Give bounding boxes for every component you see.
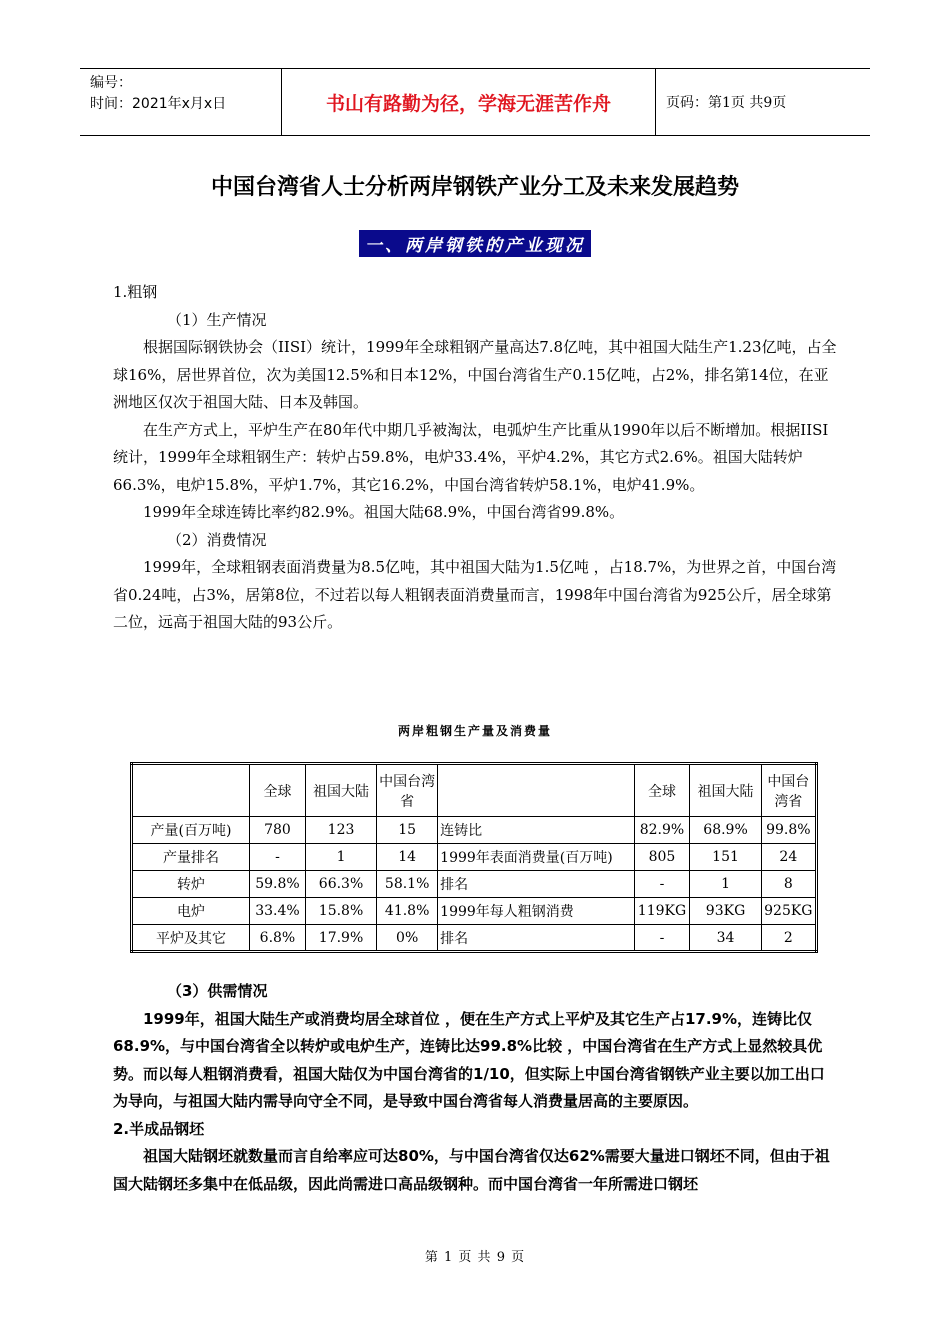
table-cell: - (634, 871, 690, 898)
section-heading-wrap (0, 230, 950, 257)
page-footer: 第 1 页 共 9 页 (424, 1250, 526, 1265)
steel-data-table (130, 762, 818, 953)
header-motto: 书山有路勤为径，学海无涯苦作舟 (282, 69, 656, 135)
table-cell: 82.9% (634, 817, 690, 844)
table-cell: 1999年每人粗钢消费 (438, 898, 634, 925)
header-cell (438, 764, 634, 817)
number-label: 编号： (90, 75, 132, 91)
table-row (132, 871, 817, 898)
table-cell: - (250, 844, 306, 871)
part1-text (113, 279, 838, 637)
table-cell: 15 (377, 817, 438, 844)
sub-heading-supply-demand: （3）供需情况 (167, 982, 268, 1000)
table-cell: 0% (377, 925, 438, 952)
table-cell: 14 (377, 844, 438, 871)
paragraph-2: 在生产方式上，平炉生产在80年代中期几乎被淘汰，电弧炉生产比重从1990年以后不断增加。根据IISI统计，1999年全球粗钢生产：转炉占59.8%，电炉33.4%，平炉4.2%，其它方式2.6%。祖国大陆转炉66.3%，电炉15.8%，平炉1.7%，其它16.2%，中国台湾省转炉58.1%，电炉41.9%。 (113, 420, 829, 494)
table-cell: 780 (250, 817, 306, 844)
table-cell: 平炉及其它 (132, 925, 250, 952)
table-row (132, 817, 817, 844)
table-cell: 805 (634, 844, 690, 871)
table-cell: 17.9% (305, 925, 376, 952)
table-cell: 连铸比 (438, 817, 634, 844)
table-cell: 产量(百万吨) (132, 817, 250, 844)
paragraph-5: 1999年，祖国大陆生产或消费均居全球首位 ，便在生产方式上平炉及其它生产占17.9%，连铸比仅68.9%，与中国台湾省全以转炉或电炉生产，连铸比达99.8%比较 ，中国台湾省在生产方式上显然较具优势。而以每人粗钢消费看，祖国大陆仅为中国台湾省的1/10，但实际上中国台湾省钢铁产业主要以加工出口为导向，与祖国大陆内需导向守全不同，是导致中国台湾省每人消费量居高的主要原因。 (113, 1009, 825, 1110)
paragraph-6: 祖国大陆钢坯就数量而言自给率应可达80%，与中国台湾省仅达62%需要大量进口钢坯不同，但由于祖国大陆钢坯多集中在低品级，因此尚需进口高品级钢种。而中国台湾省一年所需进口钢坯 (113, 1147, 830, 1193)
table-cell: 99.8% (761, 817, 816, 844)
table-cell: 33.4% (250, 898, 306, 925)
table-cell: 41.8% (377, 898, 438, 925)
part1-heading: 1.粗钢 (113, 283, 158, 301)
table-cell: 68.9% (690, 817, 761, 844)
sub-heading-production: （1）生产情况 (167, 310, 267, 329)
table-caption: 两岸粗钢生产量及消费量 (397, 724, 552, 738)
table-row (132, 925, 817, 952)
part2-heading: 2.半成品钢坯 (113, 1119, 205, 1138)
table-cell: 排名 (438, 925, 634, 952)
table-cell: 119KG (634, 898, 690, 925)
table-cell: 59.8% (250, 871, 306, 898)
time-label: 时间：2021年x月x日 (90, 96, 227, 112)
table-cell: 1 (305, 844, 376, 871)
table-cell: 925KG (761, 898, 816, 925)
header-meta (80, 69, 282, 135)
table-cell: 58.1% (377, 871, 438, 898)
table-cell: 电炉 (132, 898, 250, 925)
table-cell: 1999年表面消费量(百万吨) (438, 844, 634, 871)
table-cell: 产量排名 (132, 844, 250, 871)
table-cell: 6.8% (250, 925, 306, 952)
header-cell: 中国台湾省 (377, 764, 438, 817)
table-cell: 151 (690, 844, 761, 871)
table-cell: 34 (690, 925, 761, 952)
table-header-row (132, 764, 817, 817)
document-title: 中国台湾省人士分析两岸钢铁产业分工及未来发展趋势 (210, 175, 739, 200)
paragraph-4: 1999年，全球粗钢表面消费量为8.5亿吨，其中祖国大陆为1.5亿吨 ，占18.7%，为世界之首，中国台湾省0.24吨，占3%，居第8位，不过若以每人粗钢表面消费量而言，1998年中国台湾省为925公斤，居全球第二位，远高于祖国大陆的93公斤。 (113, 558, 837, 631)
sub-heading-consumption: （2）消费情况 (167, 530, 267, 549)
header-cell: 全球 (634, 764, 690, 817)
header-cell: 祖国大陆 (305, 764, 376, 817)
page-header (80, 68, 870, 136)
table-cell: - (634, 925, 690, 952)
table-cell: 123 (305, 817, 376, 844)
table-cell: 66.3% (305, 871, 376, 898)
table-cell: 转炉 (132, 871, 250, 898)
header-cell: 全球 (250, 764, 306, 817)
table-cell: 8 (761, 871, 816, 898)
table-row (132, 898, 817, 925)
table-cell: 15.8% (305, 898, 376, 925)
paragraph-1: 根据国际钢铁协会（IISI）统计，1999年全球粗钢产量高达7.8亿吨，其中祖国大陆生产1.23亿吨，占全球16%，居世界首位，次为美国12.5%和日本12%，中国台湾省生产0.15亿吨，占2%，排名第14位，在亚洲地区仅次于祖国大陆、日本及韩国。 (113, 338, 837, 411)
table-cell: 93KG (690, 898, 761, 925)
part1b-text (113, 978, 838, 1198)
table-cell: 24 (761, 844, 816, 871)
header-page-info: 页码：第1页 共9页 (666, 95, 787, 111)
table-cell: 1 (690, 871, 761, 898)
table-row (132, 844, 817, 871)
paragraph-3: 1999年全球连铸比率约82.9%。祖国大陆68.9%，中国台湾省99.8%。 (143, 503, 625, 521)
header-cell: 中国台湾省 (761, 764, 816, 817)
header-cell: 祖国大陆 (690, 764, 761, 817)
section-heading: 一、两岸钢铁的产业现况 (359, 230, 591, 257)
header-cell (132, 764, 250, 817)
table-cell: 2 (761, 925, 816, 952)
table-cell: 排名 (438, 871, 634, 898)
